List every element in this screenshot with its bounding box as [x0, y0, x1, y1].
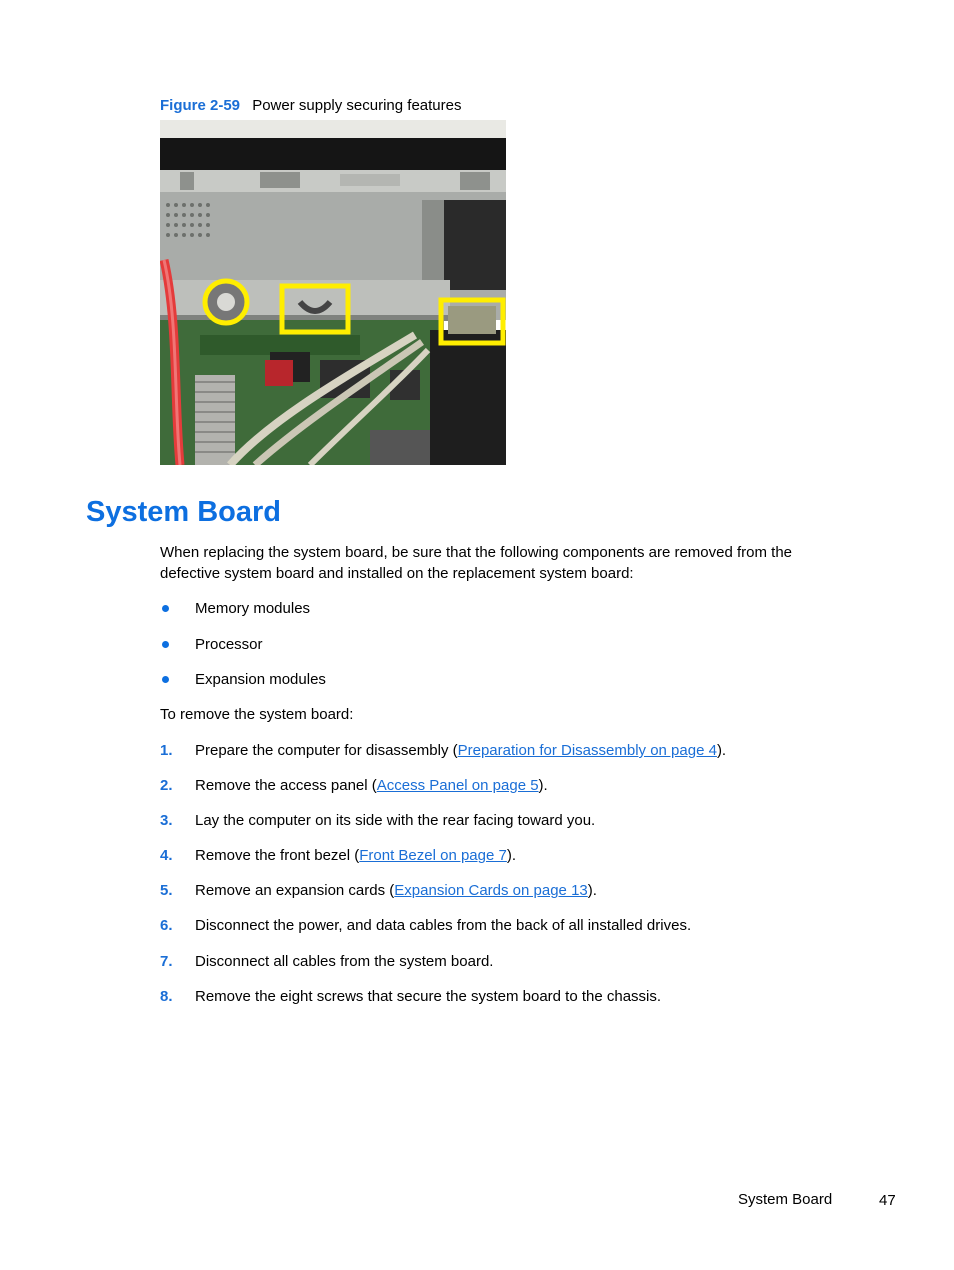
list-item — [160, 634, 326, 670]
step-text: Remove the eight screws that secure the system board to the chassis. — [195, 987, 662, 1005]
step-text: Remove the front bezel ( — [195, 847, 360, 865]
step-text-end: ). — [506, 847, 517, 865]
figure-caption-text: Power supply securing features — [252, 97, 462, 114]
link-expansion-cards[interactable]: Expansion Cards on page 13 — [394, 882, 588, 900]
step-text: Remove the access panel ( — [195, 777, 377, 795]
step-text: Lay the computer on its side with the rear facing toward you. — [195, 812, 596, 830]
step-text: Prepare the computer for disassembly ( — [195, 742, 458, 759]
list-item-text: Processor — [195, 635, 263, 653]
step-text: Disconnect the power, and data cables from the back of all installed drives. — [195, 917, 692, 935]
procedure-lead: To remove the system board: — [160, 706, 354, 723]
intro-paragraph: When replacing the system board, be sure that the following components are removed from the defective system board and installed on the replacement system board: — [160, 544, 792, 582]
link-preparation-for-disassembly[interactable]: Preparation for Disassembly on page 4 — [457, 742, 717, 759]
footer-section-title: System Board — [738, 1191, 833, 1208]
bullet-icon — [162, 641, 169, 648]
section-title: System Board — [86, 496, 282, 528]
step-item — [160, 880, 726, 915]
step-item — [160, 986, 726, 1021]
step-number: 6. — [160, 917, 173, 935]
step-text: Remove an expansion cards ( — [195, 882, 395, 900]
step-item — [160, 951, 726, 986]
step-item — [160, 845, 726, 880]
step-number: 2. — [160, 777, 173, 795]
figure-caption — [160, 97, 461, 115]
procedure-steps — [160, 740, 726, 1021]
list-item-text: Memory modules — [195, 600, 311, 617]
step-text-end: ). — [716, 742, 727, 759]
step-text-end: ). — [587, 882, 597, 900]
step-number: 1. — [160, 742, 173, 759]
list-item — [160, 598, 326, 634]
step-number: 7. — [160, 952, 173, 970]
power-supply-photo — [160, 120, 506, 465]
step-text: Disconnect all cables from the system board. — [195, 952, 494, 970]
step-item — [160, 810, 726, 845]
step-number: 4. — [160, 847, 173, 865]
figure-label: Figure 2-59 — [160, 97, 241, 114]
step-item — [160, 915, 726, 950]
list-item-text: Expansion modules — [195, 671, 326, 688]
step-number: 8. — [160, 987, 173, 1005]
step-text-end: ). — [538, 777, 548, 795]
step-item — [160, 740, 726, 775]
component-list — [160, 598, 326, 705]
step-item — [160, 775, 726, 810]
link-front-bezel[interactable]: Front Bezel on page 7 — [359, 847, 507, 865]
step-number: 5. — [160, 882, 173, 900]
step-number: 3. — [160, 812, 173, 830]
bullet-icon — [162, 676, 169, 683]
page-number: 47 — [879, 1192, 896, 1209]
bullet-icon — [162, 605, 169, 612]
link-access-panel[interactable]: Access Panel on page 5 — [376, 777, 539, 795]
list-item — [160, 669, 326, 705]
